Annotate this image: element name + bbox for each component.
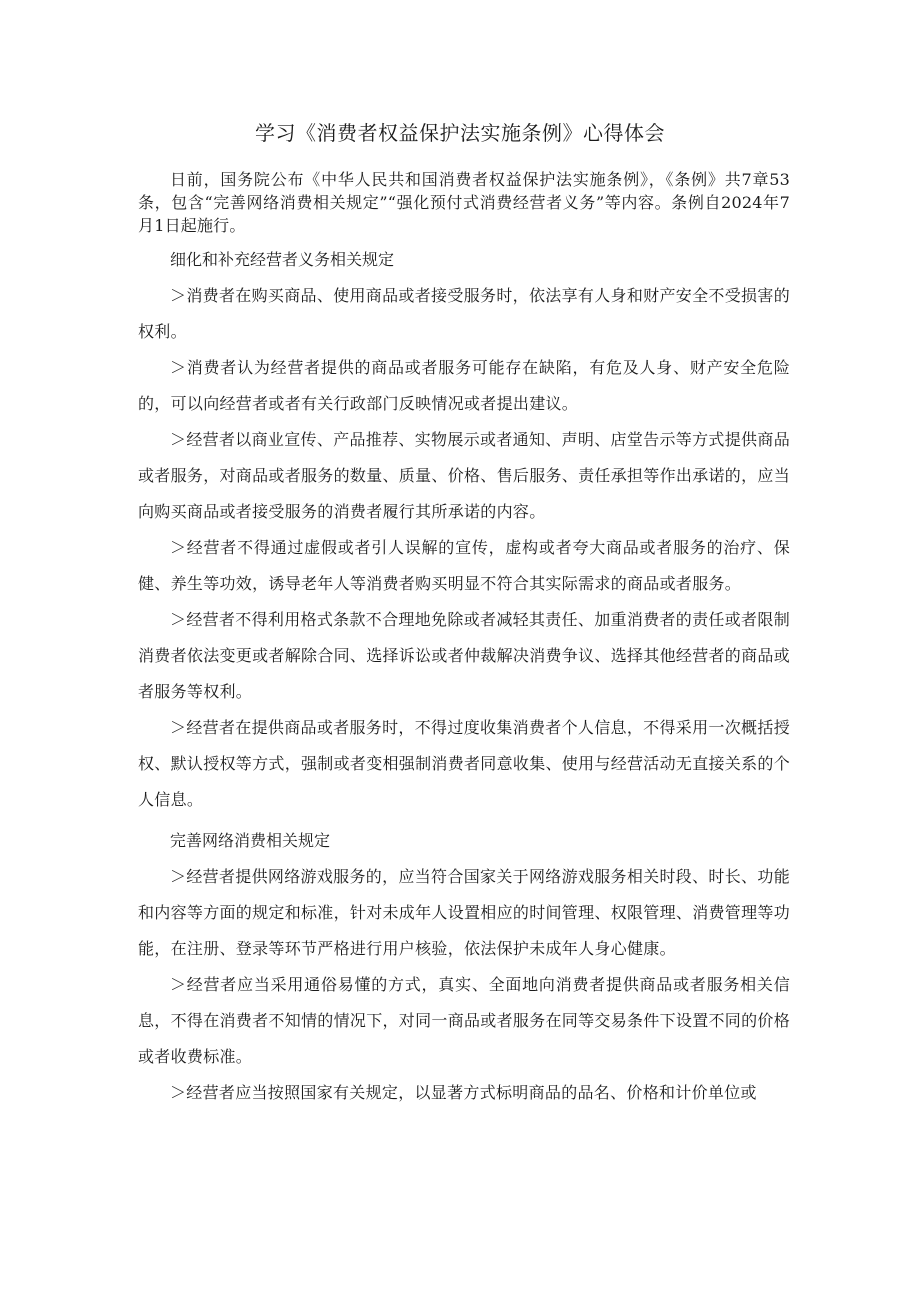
paragraph-item: ＞经营者不得利用格式条款不合理地免除或者减轻其责任、加重消费者的责任或者限制消费者依法变更或者解除合同、选择诉讼或者仲裁解决消费争议、选择其他经营者的商品或者服务等权利。	[138, 610, 791, 701]
section-heading-online: 完善网络消费相关规定	[170, 831, 331, 850]
paragraph-item: ＞经营者应当按照国家有关规定，以显著方式标明商品的品名、价格和计价单位或	[170, 1083, 757, 1102]
paragraph-item: ＞经营者以商业宣传、产品推荐、实物展示或者通知、声明、店堂告示等方式提供商品或者服务，对商品或者服务的数量、质量、价格、售后服务、责任承担等作出承诺的，应当向购买商品或者接受服务的消费者履行其所承诺的内容。	[138, 430, 791, 521]
document-title: 学习《消费者权益保护法实施条例》心得体会	[255, 121, 665, 145]
section-heading-obligations: 细化和补充经营者义务相关规定	[170, 250, 395, 269]
document-body	[138, 168, 790, 1111]
paragraph-item: ＞经营者在提供商品或者服务时，不得过度收集消费者个人信息，不得采用一次概括授权、默认授权等方式，强制或者变相强制消费者同意收集、使用与经营活动无直接关系的个人信息。	[138, 718, 791, 809]
paragraph-item: ＞经营者提供网络游戏服务的，应当符合国家关于网络游戏服务相关时段、时长、功能和内容等方面的规定和标准，针对未成年人设置相应的时间管理、权限管理、消费管理等功能，在注册、登录等环节严格进行用户核验，依法保护未成年人身心健康。	[138, 867, 791, 958]
paragraph-item: ＞经营者应当采用通俗易懂的方式，真实、全面地向消费者提供商品或者服务相关信息，不得在消费者不知情的情况下，对同一商品或者服务在同等交易条件下设置不同的价格或者收费标准。	[138, 975, 791, 1066]
paragraph-item: ＞消费者认为经营者提供的商品或者服务可能存在缺陷，有危及人身、财产安全危险的，可以向经营者或者有关行政部门反映情况或者提出建议。	[138, 358, 790, 413]
intro-paragraph: 日前，国务院公布《中华人民共和国消费者权益保护法实施条例》，《条例》共7章53条，包含“完善网络消费相关规定”“强化预付式消费经营者义务”等内容。条例自2024年7月1日起施行。	[138, 170, 790, 235]
paragraph-item: ＞消费者在购买商品、使用商品或者接受服务时，依法享有人身和财产安全不受损害的权利。	[138, 286, 790, 341]
paragraph-item: ＞经营者不得通过虚假或者引人误解的宣传，虚构或者夸大商品或者服务的治疗、保健、养生等功效，诱导老年人等消费者购买明显不符合其实际需求的商品或者服务。	[138, 538, 790, 593]
